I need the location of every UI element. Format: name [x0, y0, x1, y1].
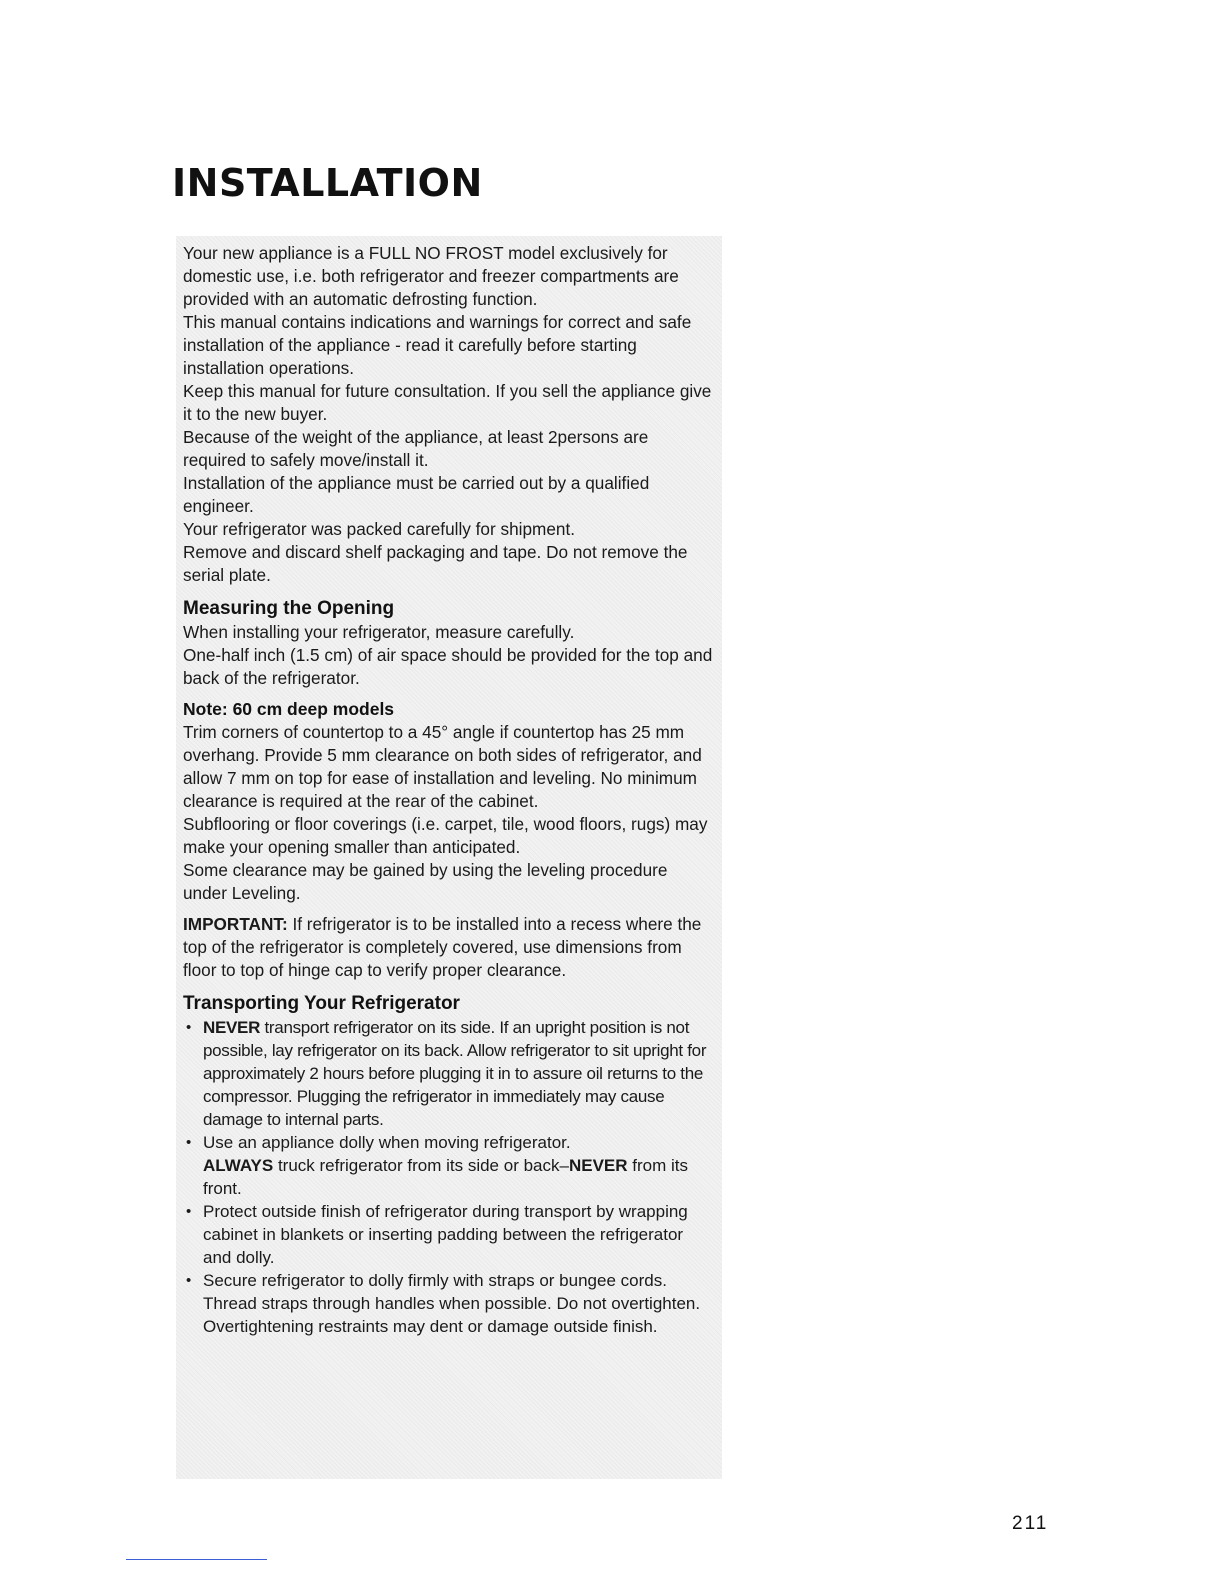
- intro-paragraph: Installation of the appliance must be carried out by a qualified engineer.: [183, 473, 650, 516]
- intro-paragraph: This manual contains indications and warnings for correct and safe installation of the appliance - read it carefully before starting installation operations.: [183, 312, 692, 378]
- list-item: [183, 1200, 716, 1269]
- note-paragraph: Some clearance may be gained by using the leveling procedure under Leveling.: [183, 860, 668, 903]
- measuring-paragraph: One-half inch (1.5 cm) of air space should be provided for the top and back of the refrigerator.: [183, 645, 713, 688]
- bullet-text: Use an appliance dolly when moving refrigerator.: [203, 1133, 571, 1152]
- intro-paragraph: Your refrigerator was packed carefully for shipment.: [183, 519, 575, 539]
- intro-paragraph: Keep this manual for future consultation. If you sell the appliance give it to the new buyer.: [183, 381, 712, 424]
- note-heading: Note: 60 cm deep models: [183, 699, 395, 719]
- intro-section: [183, 242, 716, 587]
- list-item: [183, 1131, 716, 1200]
- bullet-text: truck refrigerator from its side or back–: [273, 1156, 569, 1175]
- bullet-icon: •: [186, 1203, 192, 1220]
- intro-paragraph: Your new appliance is a FULL NO FROST model exclusively for domestic use, i.e. both refrigerator and freezer compartments are provided with an automatic defrosting function.: [183, 243, 679, 309]
- note-paragraph: Trim corners of countertop to a 45° angle if countertop has 25 mm overhang. Provide 5 mm clearance on both sides of refrigerator, and allow 7 mm on top for ease of installation and leveling. No minimum clearance is required at the rear of the cabinet.: [183, 722, 702, 811]
- list-item: [183, 1016, 716, 1131]
- page-title: INSTALLATION: [172, 161, 483, 205]
- measuring-section: [183, 597, 716, 982]
- bullet-icon: •: [186, 1134, 192, 1151]
- important-text: If refrigerator is to be installed into a recess where the top of the refrigerator is completely covered, use dimensions from floor to top of hinge cap to verify proper clearance.: [183, 914, 702, 980]
- measuring-paragraph: When installing your refrigerator, measure carefully.: [183, 622, 575, 642]
- page-number: 211: [1012, 1513, 1049, 1534]
- list-item: [183, 1269, 716, 1338]
- bullet-text: Secure refrigerator to dolly firmly with straps or bungee cords. Thread straps through handles when possible. Do not overtighten. Overtightening restraints may dent or damage outside finish.: [203, 1271, 701, 1336]
- bullet-text: Protect outside finish of refrigerator during transport by wrapping cabinet in blankets or inserting padding between the refrigerator and dolly.: [203, 1202, 688, 1267]
- intro-paragraph: Because of the weight of the appliance, at least 2persons are required to safely move/install it.: [183, 427, 649, 470]
- important-paragraph: [183, 913, 716, 982]
- transport-bullet-list: [183, 1016, 716, 1338]
- emphasis-text: NEVER: [568, 1156, 628, 1175]
- bullet-text: from its front.: [203, 1156, 688, 1198]
- transporting-section: [183, 992, 716, 1338]
- bullet-text: transport refrigerator on its side. If an upright position is not possible, lay refrigerator on its back. Allow refrigerator to sit upright for approximately 2 hours before plugging it in to assure oil returns to the compressor. Plugging the refrigerator in immediately may cause damage to internal parts.: [203, 1018, 707, 1129]
- emphasis-text: NEVER: [203, 1018, 261, 1037]
- intro-paragraph: Remove and discard shelf packaging and tape. Do not remove the serial plate.: [183, 542, 688, 585]
- bullet-icon: •: [186, 1272, 192, 1289]
- bullet-icon: •: [186, 1019, 191, 1036]
- measuring-heading: Measuring the Opening: [183, 598, 395, 619]
- content-panel: [176, 236, 722, 1479]
- transporting-heading: Transporting Your Refrigerator: [183, 993, 460, 1014]
- note-paragraph: Subflooring or floor coverings (i.e. carpet, tile, wood floors, rugs) may make your opening smaller than anticipated.: [183, 814, 708, 857]
- emphasis-text: ALWAYS: [203, 1156, 274, 1175]
- footer-divider: [126, 1559, 267, 1560]
- important-label: IMPORTANT:: [183, 914, 288, 934]
